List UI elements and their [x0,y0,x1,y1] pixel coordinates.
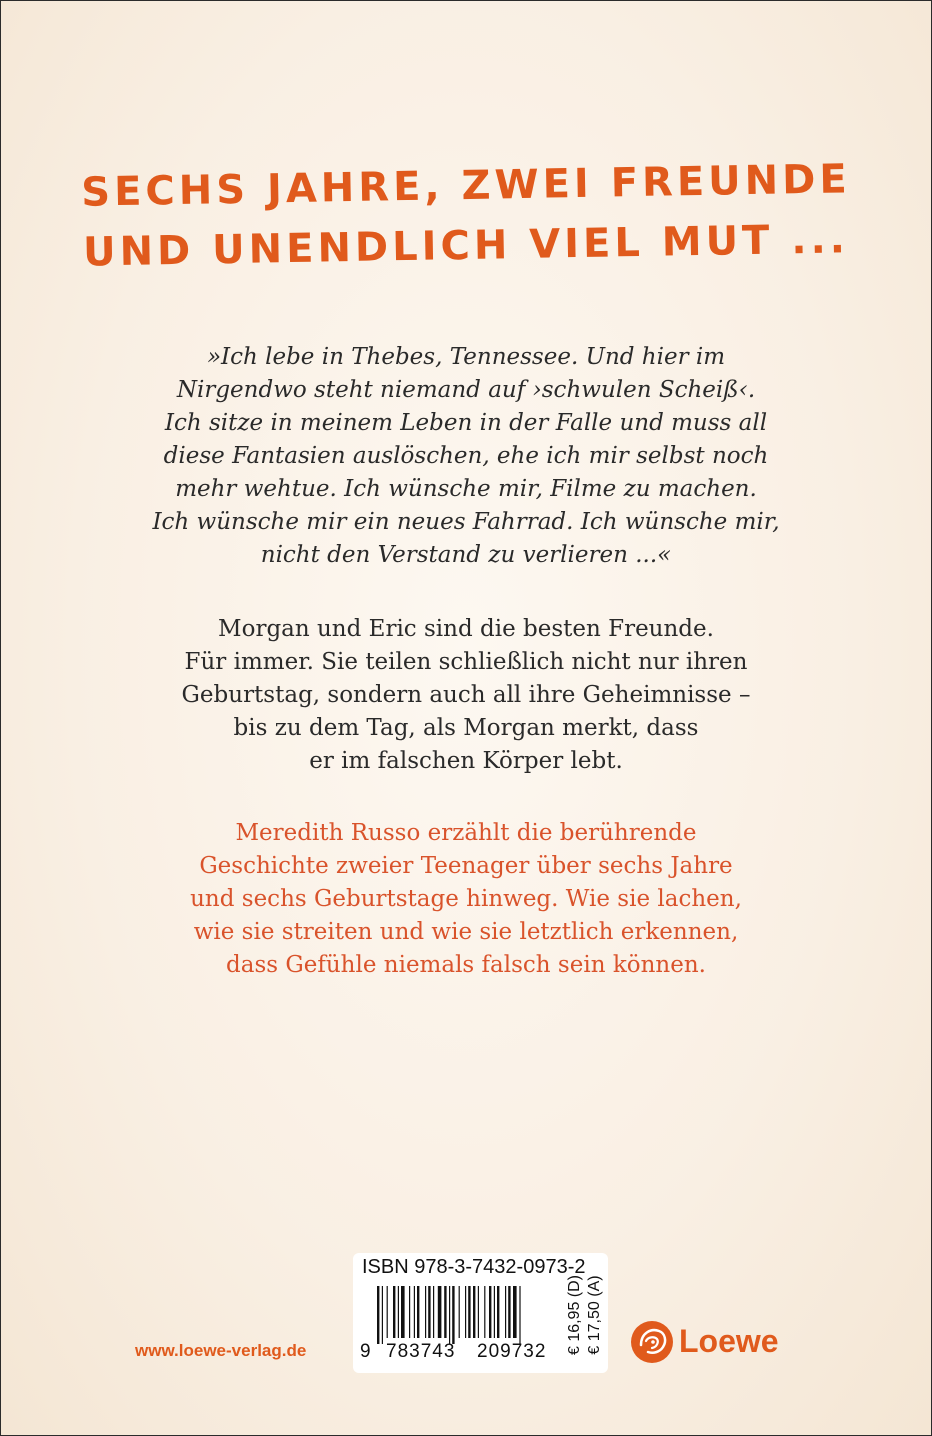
barcode-bar [508,1286,510,1338]
barcode-bar [513,1286,517,1338]
teaser-line: und sechs Geburtstage hinweg. Wie sie lachen, [190,886,742,912]
barcode-bar [468,1286,470,1338]
headline-line-1: SECHS JAHRE, ZWEI FREUNDE [80,156,852,216]
price-germany: € 16,95 (D) [566,1274,583,1356]
publisher-logo [629,1317,804,1373]
barcode-digits-right: 209732 [477,1341,547,1362]
isbn-barcode-panel [353,1253,608,1373]
quote-line: »Ich lebe in Thebes, Tennessee. Und hier im [206,344,726,370]
quote-line: mehr wehtue. Ich wünsche mir, Filme zu machen. [175,476,757,502]
blurb-line: er im falschen Körper lebt. [309,748,623,774]
teaser-paragraph [91,817,841,982]
barcode-bar [438,1286,442,1338]
barcode-bar [452,1286,454,1344]
blurb-line: bis zu dem Tag, als Morgan merkt, dass [233,715,699,741]
barcode-bar [425,1286,426,1338]
barcode-bar [444,1286,446,1338]
publisher-logo-text: Loewe [679,1323,779,1359]
barcode-bar [489,1286,491,1338]
barcode-bar [459,1286,460,1338]
barcode-bar [505,1286,506,1338]
barcode-bar [414,1286,415,1338]
quote-paragraph [91,341,841,572]
price-austria: € 17,50 (A) [586,1275,603,1355]
teaser-line: Geschichte zweier Teenager über sechs Jahre [199,853,733,879]
quote-line: Nirgendwo steht niemand auf ›schwulen Scheiß‹. [176,377,756,403]
barcode-bar [409,1286,410,1338]
blurb-line: Geburtstag, sondern auch all ihre Geheimnisse – [181,682,751,708]
isbn-label: ISBN 978-3-7432-0973-2 [362,1256,586,1278]
barcode-bar [382,1286,383,1344]
barcode-lead-digit: 9 [360,1341,371,1362]
barcode-bar [519,1286,520,1344]
barcode-bar [465,1286,466,1338]
quote-line: Ich wünsche mir ein neues Fahrrad. Ich wünsche mir, [152,509,780,535]
quote-line: Ich sitze in meinem Leben in der Falle und muss all [164,410,768,436]
barcode-bar [497,1286,499,1338]
barcode-bar [417,1286,419,1338]
barcode-bar [449,1286,450,1344]
lion-head-icon [629,1319,675,1365]
headline-line-2: UND UNENDLICH VIEL MUT ... [82,216,850,276]
quote-line: nicht den Verstand zu verlieren ...« [260,542,672,568]
barcode-bar [393,1286,395,1338]
barcode-bar [473,1286,475,1338]
barcode-bar [377,1286,379,1344]
barcode-bar [401,1286,405,1338]
barcode-bar [387,1286,388,1338]
barcode-bar [433,1286,434,1338]
teaser-line: wie sie streiten und wie sie letztlich erkennen, [193,919,739,945]
blurb-line: Morgan und Eric sind die besten Freunde. [218,616,714,642]
barcode-icon [377,1286,567,1344]
barcode-digits-left: 783743 [386,1341,456,1362]
barcode-bar [494,1286,495,1338]
barcode-bar [428,1286,430,1338]
publisher-website-link[interactable]: www.loewe-verlag.de [135,1341,307,1360]
blurb-paragraph [91,613,841,778]
quote-line: diese Fantasien auslöschen, ehe ich mir selbst noch [163,443,769,469]
teaser-line: dass Gefühle niemals falsch sein können. [226,952,706,978]
teaser-line: Meredith Russo erzählt die berührende [235,820,697,846]
barcode-bar [484,1286,485,1338]
barcode-bar [398,1286,399,1338]
blurb-line: Für immer. Sie teilen schließlich nicht nur ihren [184,649,748,675]
barcode-bar [478,1286,479,1338]
